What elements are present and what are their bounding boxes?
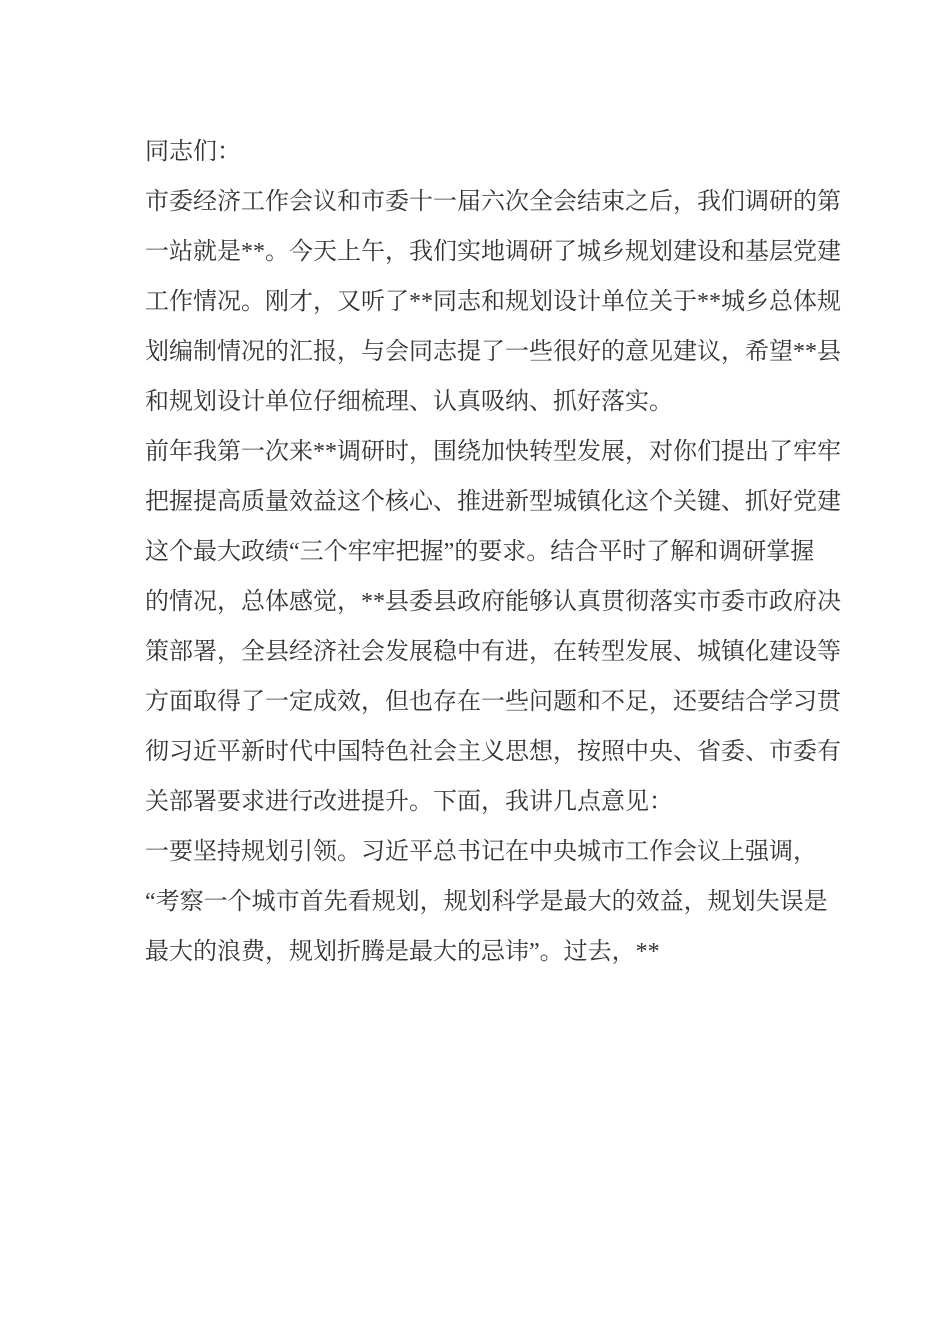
text-line: 最大的浪费，规划折腾是最大的忌讳”。过去，** bbox=[145, 939, 660, 965]
text-line: 策部署，全县经济社会发展稳中有进，在转型发展、城镇化建设等 bbox=[145, 639, 841, 665]
body-paragraph bbox=[145, 177, 841, 427]
body-paragraph bbox=[145, 827, 828, 977]
salutation-paragraph bbox=[145, 127, 823, 177]
text-line: 方面取得了一定成效，但也存在一些问题和不足，还要结合学习贯 bbox=[145, 689, 841, 715]
text-line: 前年我第一次来**调研时，围绕加快转型发展，对你们提出了牢牢 bbox=[145, 439, 841, 465]
text-line: 市委经济工作会议和市委十一届六次全会结束之后，我们调研的第 bbox=[145, 189, 841, 215]
document-body bbox=[145, 127, 841, 977]
text-line: 工作情况。刚才，又听了**同志和规划设计单位关于**城乡总体规 bbox=[145, 289, 841, 315]
text-line: 这个最大政绩“三个牢牢把握”的要求。结合平时了解和调研掌握 bbox=[145, 539, 815, 565]
text-line: 一要坚持规划引领。习近平总书记在中央城市工作会议上强调， bbox=[145, 839, 817, 865]
text-line: 彻习近平新时代中国特色社会主义思想，按照中央、省委、市委有 bbox=[145, 739, 841, 765]
text-line: 的情况，总体感觉，**县委县政府能够认真贯彻落实市委市政府决 bbox=[145, 589, 841, 615]
text-line: 同志们： bbox=[145, 139, 241, 165]
text-line: 划编制情况的汇报，与会同志提了一些很好的意见建议，希望**县 bbox=[145, 339, 841, 365]
text-line: “考察一个城市首先看规划，规划科学是最大的效益，规划失误是 bbox=[145, 889, 828, 915]
body-paragraph bbox=[145, 427, 841, 827]
text-line: 把握提高质量效益这个核心、推进新型城镇化这个关键、抓好党建 bbox=[145, 489, 841, 515]
text-line: 关部署要求进行改进提升。下面，我讲几点意见： bbox=[145, 789, 673, 815]
text-line: 和规划设计单位仔细梳理、认真吸纳、抓好落实。 bbox=[145, 389, 673, 415]
text-line: 一站就是**。今天上午，我们实地调研了城乡规划建设和基层党建 bbox=[145, 239, 841, 265]
